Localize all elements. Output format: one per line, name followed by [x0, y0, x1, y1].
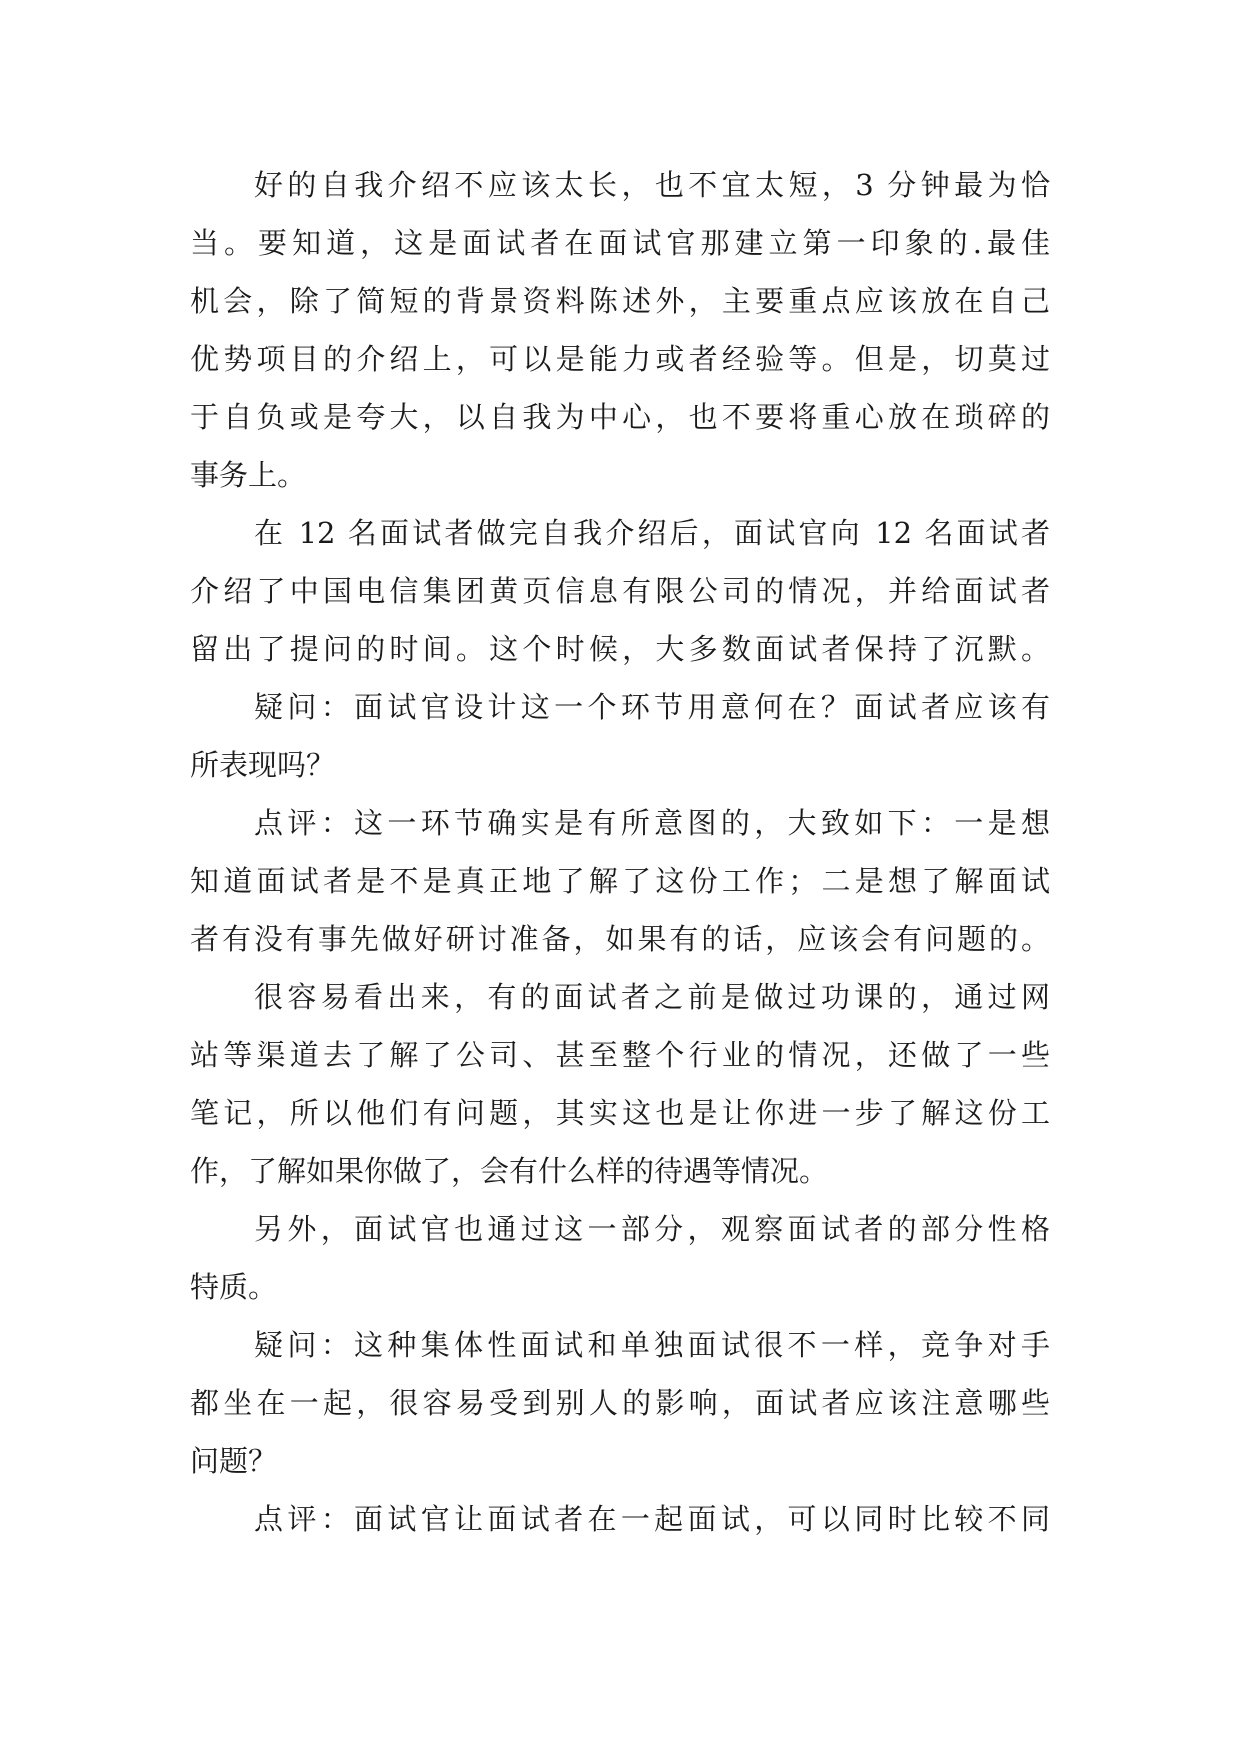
document-body [190, 156, 1050, 1548]
text-line: 问题？ [190, 1444, 278, 1478]
text-line: 很容易看出来，有的面试者之前是做过功课的，通过网 [254, 980, 1050, 1014]
text-line: 疑问：面试官设计这一个环节用意何在？面试者应该有 [254, 690, 1050, 724]
text-line: 都坐在一起，很容易受到别人的影响，面试者应该注意哪些 [190, 1386, 1050, 1420]
text-line: 事务上。 [190, 458, 307, 492]
text-line: 介绍了中国电信集团黄页信息有限公司的情况，并给面试者 [190, 574, 1050, 608]
text-line: 作，了解如果你做了，会有什么样的待遇等情况。 [190, 1154, 829, 1188]
text-line: 点评：这一环节确实是有所意图的，大致如下：一是想 [254, 806, 1050, 840]
text-line: 好的自我介绍不应该太长，也不宜太短，3 分钟最为恰 [254, 168, 1050, 202]
text-line: 当。要知道，这是面试者在面试官那建立第一印象的.最佳 [190, 226, 1050, 260]
text-line: 于自负或是夸大，以自我为中心，也不要将重心放在琐碎的 [190, 400, 1050, 434]
text-line: 留出了提问的时间。这个时候，大多数面试者保持了沉默。 [190, 632, 1050, 666]
text-line: 另外，面试官也通过这一部分，观察面试者的部分性格 [254, 1212, 1050, 1246]
text-line: 知道面试者是不是真正地了解了这份工作；二是想了解面试 [190, 864, 1050, 898]
text-line: 者有没有事先做好研讨准备，如果有的话，应该会有问题的。 [190, 922, 1050, 956]
text-line: 站等渠道去了解了公司、甚至整个行业的情况，还做了一些 [190, 1038, 1050, 1072]
text-line: 点评：面试官让面试者在一起面试，可以同时比较不同 [254, 1502, 1050, 1536]
text-line: 所表现吗？ [190, 748, 336, 782]
text-line: 特质。 [190, 1270, 278, 1304]
text-line: 在 12 名面试者做完自我介绍后，面试官向 12 名面试者 [254, 516, 1050, 550]
text-line: 笔记，所以他们有问题，其实这也是让你进一步了解这份工 [190, 1096, 1050, 1130]
text-line: 疑问：这种集体性面试和单独面试很不一样，竞争对手 [254, 1328, 1050, 1362]
text-line: 机会，除了简短的背景资料陈述外，主要重点应该放在自己 [190, 284, 1050, 318]
text-line: 优势项目的介绍上，可以是能力或者经验等。但是，切莫过 [190, 342, 1050, 376]
